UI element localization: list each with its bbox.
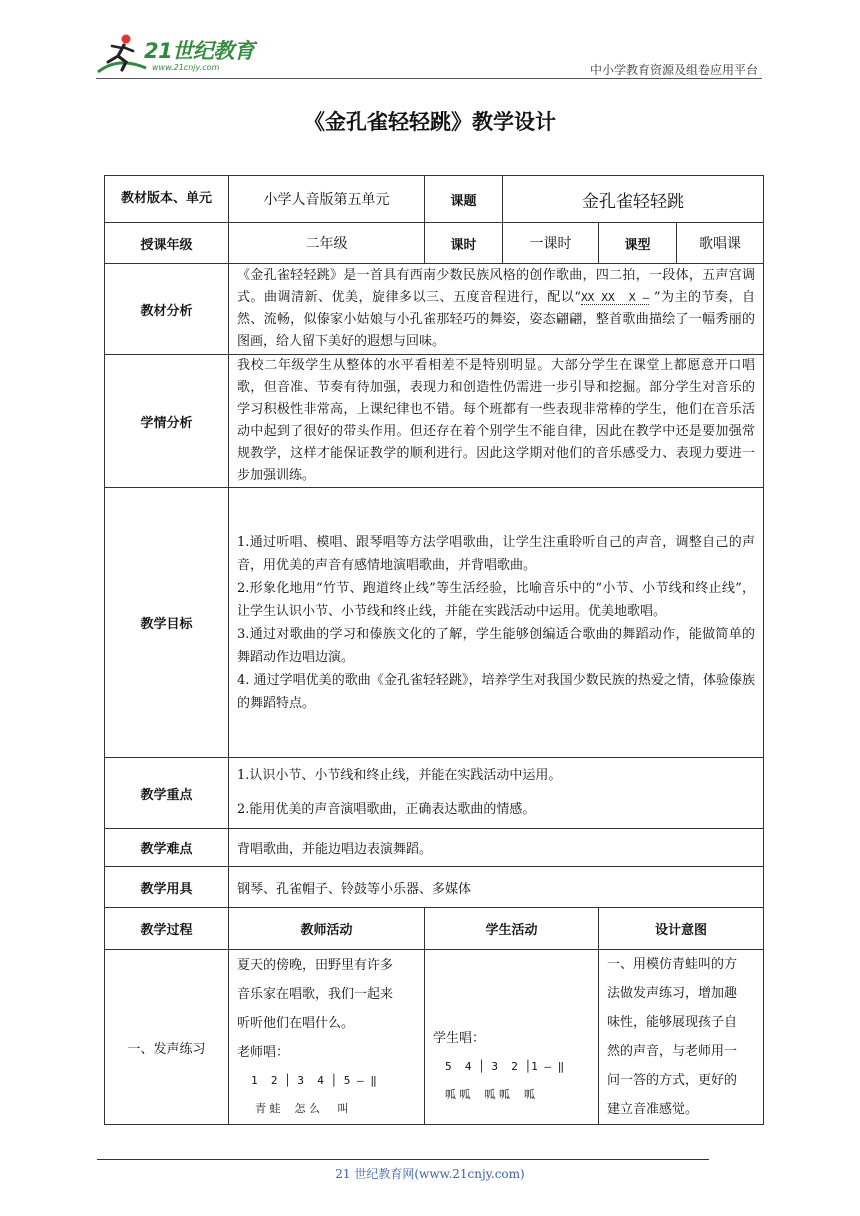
goal-item: 1.通过听唱、模唱、跟琴唱等方法学唱歌曲，让学生注重聆听自己的声音，调整自己的声音，用优美的声音有感情地演唱歌曲，并背唱歌曲。 (237, 534, 756, 573)
process-label: 教学过程 (105, 908, 229, 950)
teacher-line: 老师唱： (237, 1045, 290, 1060)
table-row (105, 829, 764, 867)
intent-line: 建立音准感觉。 (607, 1102, 699, 1117)
teacher-activity-header: 教师活动 (229, 908, 425, 950)
table-row (105, 908, 764, 950)
analysis-text (229, 264, 764, 355)
lesson-plan-table (104, 175, 764, 1125)
site-logo (96, 32, 266, 78)
rhythm-notation: XX XX X – (581, 291, 650, 304)
table-row (105, 264, 764, 355)
student-activity-cell (425, 950, 599, 1125)
goal-item: 4. 通过学唱优美的歌曲《金孔雀轻轻跳》，培养学生对我国少数民族的热爱之情，体验傣族的舞蹈特点。 (237, 672, 756, 711)
teacher-line: 夏天的傍晚，田野里有许多 (237, 958, 394, 973)
spacer (433, 966, 590, 1024)
tools-label: 教学用具 (105, 867, 229, 908)
analysis-label: 教材分析 (105, 264, 229, 355)
key-points (229, 758, 764, 829)
logo-url: www.21cnjy.com (152, 63, 220, 72)
type-label: 课型 (599, 223, 677, 264)
key-point-item: 2.能用优美的声音演唱歌曲，正确表达歌曲的情感。 (237, 802, 536, 817)
design-intent-cell (599, 950, 764, 1125)
logo-text: 21世纪教育 (144, 39, 255, 63)
table-row (105, 758, 764, 829)
footer-divider (97, 1159, 709, 1160)
table-row (105, 223, 764, 264)
goal-item: 2.形象化地用“竹节、跑道终止线”等生活经验，比喻音乐中的“小节、小节线和终止线”，让学生认识小节、小节线和终止线，并能在实践活动中运用。优美地歌唱。 (237, 580, 756, 619)
key-point-item: 1.认识小节、小节线和终止线，并能在实践活动中运用。 (237, 768, 562, 783)
table-row (105, 950, 764, 1125)
student-intro: 学生唱： (433, 1030, 486, 1046)
table-row (105, 355, 764, 488)
header-tagline: 中小学教育资源及组卷应用平台 (589, 63, 758, 77)
topic-value: 金孔雀轻轻跳 (503, 176, 764, 223)
difficulty-text: 背唱歌曲，并能边唱边表演舞蹈。 (229, 829, 764, 867)
type-value: 歌唱课 (677, 223, 764, 264)
teacher-lyric: 青 蛙 怎 么 叫 (255, 1102, 349, 1115)
goals-list (229, 488, 764, 758)
intent-line: 一、用模仿青蛙叫的方 (607, 957, 738, 972)
page-header (96, 32, 762, 82)
topic-label: 课题 (425, 176, 503, 223)
grade-value: 二年级 (229, 223, 425, 264)
table-row (105, 867, 764, 908)
learner-label: 学情分析 (105, 355, 229, 488)
intent-line: 法做发声练习，增加趣 (607, 986, 738, 1001)
goals-label: 教学目标 (105, 488, 229, 758)
grade-label: 授课年级 (105, 223, 229, 264)
student-lyric: 呱 呱 呱 呱 呱 (445, 1087, 535, 1101)
intent-line: 味性，能够展现孩子自 (607, 1015, 738, 1030)
hours-value: 一课时 (503, 223, 599, 264)
intent-line: 然的声音，与老师用一 (607, 1044, 738, 1059)
learner-text: 我校二年级学生从整体的水平看相差不是特别明显。大部分学生在课堂上都愿意开口唱歌，但音准、节奏有待加强，表现力和创造性仍需进一步引导和挖掘。部分学生对音乐的学习积极性非常高，上课纪律也不错。每个班都有一些表现非常棒的学生，他们在音乐活动中起到了很好的带头作用。但还存在着个别学生不能自律，因此在教学中还是要加强常规教学，这样才能保证教学的顺利进行。因此这学期对他们的音乐感受力、表现力要进一步加强训练。 (229, 355, 764, 488)
teacher-notation: 1 2 │ 3 4 │ 5 – ‖ (251, 1074, 377, 1087)
runner-logo-icon (96, 32, 148, 76)
intent-line: 问一答的方式，更好的 (607, 1073, 738, 1088)
hours-label: 课时 (425, 223, 503, 264)
page-footer[interactable]: 21 世纪教育网(www.21cnjy.com) (335, 1167, 525, 1181)
student-activity-header: 学生活动 (425, 908, 599, 950)
document-title: 《金孔雀轻轻跳》教学设计 (304, 109, 556, 134)
stage-1-label: 一、发声练习 (105, 950, 229, 1125)
student-notation: 5 4 │ 3 2 │1 – ‖ (445, 1059, 565, 1073)
edition-value: 小学人音版第五单元 (229, 176, 425, 223)
table-row (105, 488, 764, 758)
key-label: 教学重点 (105, 758, 229, 829)
goal-item: 3.通过对歌曲的学习和傣族文化的了解，学生能够创编适合歌曲的舞蹈动作，能做简单的舞蹈动作边唱边演。 (237, 626, 756, 665)
edition-label: 教材版本、单元 (105, 176, 229, 223)
teacher-line: 音乐家在唱歌，我们一起来 (237, 987, 394, 1002)
design-intent-header: 设计意图 (599, 908, 764, 950)
teacher-activity-cell (229, 950, 425, 1125)
analysis-text-part: 《金孔雀轻轻跳》是一首具有西南少数民族风格的创作歌曲，四二拍，一段体，五声宫调式。曲调清新、优美，旋律多以三、五度音程进行，配以“ (237, 268, 756, 305)
teacher-line: 听听他们在唱什么。 (237, 1016, 355, 1031)
table-row (105, 176, 764, 223)
tools-text: 钢琴、孔雀帽子、铃鼓等小乐器、多媒体 (229, 867, 764, 908)
difficulty-label: 教学难点 (105, 829, 229, 867)
header-divider (96, 78, 762, 79)
analysis-text-part: ”为主的节奏，自然、流畅，似傣家小姑娘与小孔雀那轻巧的舞姿，姿态翩翩，整首歌曲描绘了一幅秀丽的图画，给人留下美好的遐想与回味。 (237, 290, 756, 349)
